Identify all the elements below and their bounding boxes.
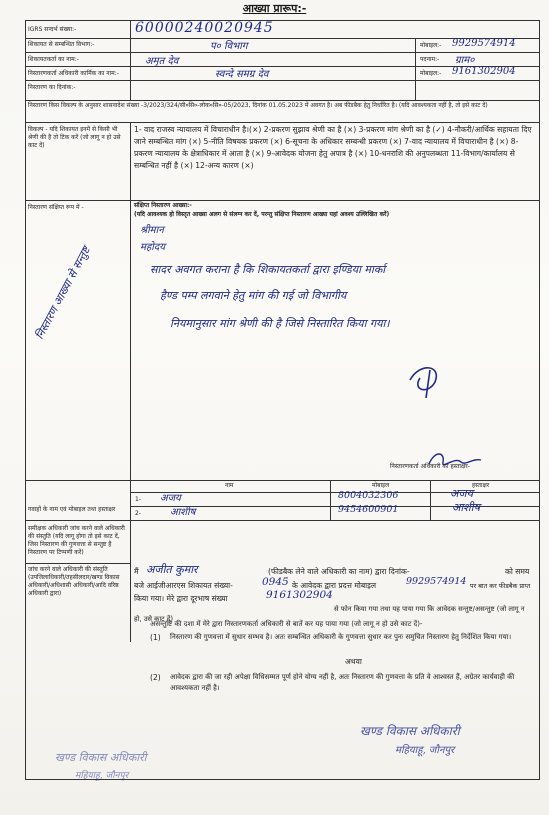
witness-label: गवाहों के नाम एवं मोबाइल तथा हस्ताक्षर bbox=[28, 506, 116, 513]
feedback-item1: निस्तारण की गुणवत्ता में सुधार सम्भव है। अतः सम्बन्धित अधिकारी के गुणवत्ता सुधार कर पुनः समुचित निस्तारण हेतु निर्देशित किया गया। bbox=[170, 633, 512, 641]
summary-hand-line: नियमानुसार मांग श्रेणी की है जिसे निस्तारित किया गया। bbox=[170, 317, 390, 330]
feedback-applicant-mobile: 9929574914 bbox=[406, 576, 467, 587]
officer-stamp-left: खण्ड विकास अधिकारी bbox=[55, 751, 147, 764]
column-divider bbox=[415, 38, 416, 100]
officer-label: निस्तारणकर्ता अधिकारी कार्मिक का नाम:- bbox=[28, 70, 119, 77]
feedback-line2-a: बजे आईजीआरएस शिकायत संख्या- bbox=[134, 581, 233, 590]
witness-head-name: नाम bbox=[225, 482, 234, 489]
igrs-number: 60000240020945 bbox=[135, 20, 274, 36]
officer-stamp-left-place: महियाहू, जौनपुर bbox=[75, 771, 129, 781]
summary-hand-line: हैण्ड पम्प लगवाने हेतु मांग की गई जो विभागीय bbox=[160, 289, 347, 302]
witness-name: अजय bbox=[160, 493, 181, 504]
feedback-line1-a: मैं bbox=[134, 567, 139, 576]
designation-label: पदनाम:- bbox=[420, 56, 440, 63]
feedback-or: अथवा bbox=[345, 657, 362, 666]
row-divider bbox=[25, 80, 540, 81]
summary-hand-line: महोदय bbox=[140, 242, 165, 253]
feedback-item1-no: (1) bbox=[150, 633, 161, 642]
feedback-left-label-2: जांच करने वाले अधिकारी की संस्तुति (उपजिलाधिकारी/तहसीलदार/खण्ड विकास अधिकारी/अधिशासी अधिकारी/आदि वरिष्ठ अधिकारी द्वारा) bbox=[28, 566, 120, 597]
complainant-name: अमृत देव bbox=[145, 56, 179, 67]
signature-label: निस्तारणकर्ता अधिकारी का हस्ताक्षर- bbox=[390, 463, 470, 470]
signature-mark bbox=[400, 360, 460, 400]
mobile-label: मोबाइल:- bbox=[420, 42, 442, 49]
summary-note: (यदि आवश्यक हो विस्तृत आख्या अलग से संलग्न कर दें, परन्तु संक्षिप्त निस्तारण आख्या यहां अवश्य उल्लिखित करें) bbox=[134, 211, 390, 218]
disposal-date-label: निस्तारण का दिनांक:- bbox=[28, 84, 76, 91]
witness-mobile: 9454600901 bbox=[338, 504, 399, 515]
witness-row-no: 2- bbox=[135, 510, 141, 517]
witness-name: आशीष bbox=[170, 507, 196, 518]
feedback-line1-c: को समय bbox=[505, 567, 530, 576]
feedback-officer-phone: 9161302904 bbox=[266, 589, 333, 601]
witness-mobile: 8004032306 bbox=[338, 490, 399, 501]
officer-stamp-right-place: महियाहू, जौनपुर bbox=[395, 745, 455, 756]
column-divider bbox=[130, 20, 131, 100]
categories-text: 1- वाद राजस्व न्यायालय में विचाराधीन है।(×) 2-प्रकरण सुझाव श्रेणी का है (×) 3-प्रकरण मांग श्रेणी का है (✓) 4-नौकरी/आर्थिक सहायता दिए जाने सम्बन्धित मांग (×) 5-नीति विषयक प्रकरण (×) 6-सूचना के अधिकार सम्बन्धी प्रकरण (×) 7-वाद न्यायालय में विचाराधीन है (×) 8-प्रकरण न्यायालय के क्षेत्राधिकार में आता है (×) 9-आवेदक योजना हेतु अपात्र है (×) 10-धनराशि की अनुपलब्धता 11-विभाग/कार्यालय से सम्बन्धित नहीं है (×) 12-अन्य कारण (×) bbox=[134, 125, 532, 170]
witness-signature: अजय bbox=[450, 487, 473, 500]
column-divider bbox=[430, 480, 431, 520]
department-label: शिकायत से सम्बन्धित विभाग:- bbox=[28, 41, 95, 48]
witness-signature: आशीष bbox=[452, 501, 480, 514]
witness-row-no: 1- bbox=[135, 496, 141, 503]
margin-handwriting: निस्तारण आख्या से सन्तुष्ट bbox=[32, 244, 93, 342]
summary-hand-line: श्रीमान bbox=[140, 225, 164, 236]
row-divider bbox=[25, 563, 130, 564]
witness-head-mobile: मोबाइल bbox=[372, 482, 390, 489]
summary-heading: संक्षिप्त निस्तारण आख्या:- bbox=[134, 202, 192, 209]
feedback-complaint-no: 0945 bbox=[262, 576, 289, 588]
complainant-label: शिकायतकर्ता का नाम:- bbox=[28, 56, 79, 63]
row-divider bbox=[25, 480, 540, 481]
witness-head-sign: हस्ताक्षर bbox=[472, 482, 490, 489]
categories-label: विकल्प - यदि शिकायत इनमें से किसी भी श्रेणी की है तो टिक करें (जो लागू न हो उसे काट दें) bbox=[28, 126, 121, 149]
feedback-item2: आवेदक द्वारा की जा रही अपेक्षा विधिसम्मत पूर्ण होने योग्य नहीं है, अतः निस्तारण की गुणवत्ता के प्रति वे आश्वस्त हैं, अग्रेतर कार्यवाही की आवश्यकता नहीं है। bbox=[170, 673, 515, 692]
circular-note: निस्तारण किस विकल्प के अनुसार शासनादेश संख्या -3/2023/324/सी०सि०-लोक०सि०-05/2023, दिनांक 01.05.2023 में अवगत है। अब फीडबैक हेतु निर्धारित है। (यदि आवश्यकता नहीं है, तो इसे काट दें) bbox=[28, 102, 488, 109]
officer-mobile-label: मोबाइल:- bbox=[420, 70, 442, 77]
column-divider bbox=[330, 480, 331, 520]
row-divider bbox=[25, 122, 540, 123]
complainant-mobile: 9929574914 bbox=[452, 38, 516, 49]
summary-left-label: निस्तारण संक्षिप्त रूप में - bbox=[28, 204, 84, 211]
summary-hand-line: सादर अवगत कराना है कि शिकायतकर्ता द्वारा इण्डिया मार्का bbox=[150, 263, 386, 276]
row-divider bbox=[25, 520, 540, 521]
department-value: प० विभाग bbox=[210, 41, 248, 52]
officer-name: स्वन्दे समग्र देव bbox=[215, 69, 269, 80]
feedback-line2-c: पर बात कर फीडबैक प्राप्त bbox=[470, 582, 531, 590]
feedback-officer-name: अजीत कुमार bbox=[146, 563, 198, 576]
designation-value: ग्राम० bbox=[455, 55, 475, 66]
feedback-item-intro: असन्तुष्टि की दशा में मेरे द्वारा निस्तारणकर्ता अधिकारी से बातें कर यह पाया गया (जो लागू न हो उसे काट दें)- bbox=[150, 620, 423, 628]
feedback-left-label: समीक्षक अधिकारी जांच करने वाले अधिकारी की संस्तुति (यदि लागू होगा तो इसे काट दें, जिस निस्तारण की गुणवत्ता से सन्तुष्ट है निस्तारण पर टिप्पणी करें) bbox=[28, 525, 125, 556]
feedback-item2-no: (2) bbox=[150, 673, 161, 682]
officer-mobile: 9161302904 bbox=[452, 66, 516, 77]
feedback-line2-b: के आवेदक द्वारा प्रदत्त मोबाइल bbox=[292, 581, 377, 590]
igrs-label: IGRS सन्दर्भ संख्या:- bbox=[28, 26, 77, 33]
document-title: आख्या प्रारूप:- bbox=[242, 2, 307, 15]
row-divider bbox=[130, 492, 540, 493]
feedback-line3-b: से फोन किया गया तथा यह पाया गया कि आवेदक सन्तुष्ट/असन्तुष्ट (जो लागू न हो, उसे काट दें) bbox=[134, 605, 525, 623]
feedback-line3-a: किया गया। मेरे द्वारा दूरभाष संख्या bbox=[134, 594, 228, 603]
feedback-line1-b: (फीडबैक लेने वाले अधिकारी का नाम) द्वारा दिनांक- bbox=[268, 567, 410, 576]
row-divider bbox=[25, 100, 540, 101]
officer-stamp-right: खण्ड विकास अधिकारी bbox=[360, 724, 460, 738]
